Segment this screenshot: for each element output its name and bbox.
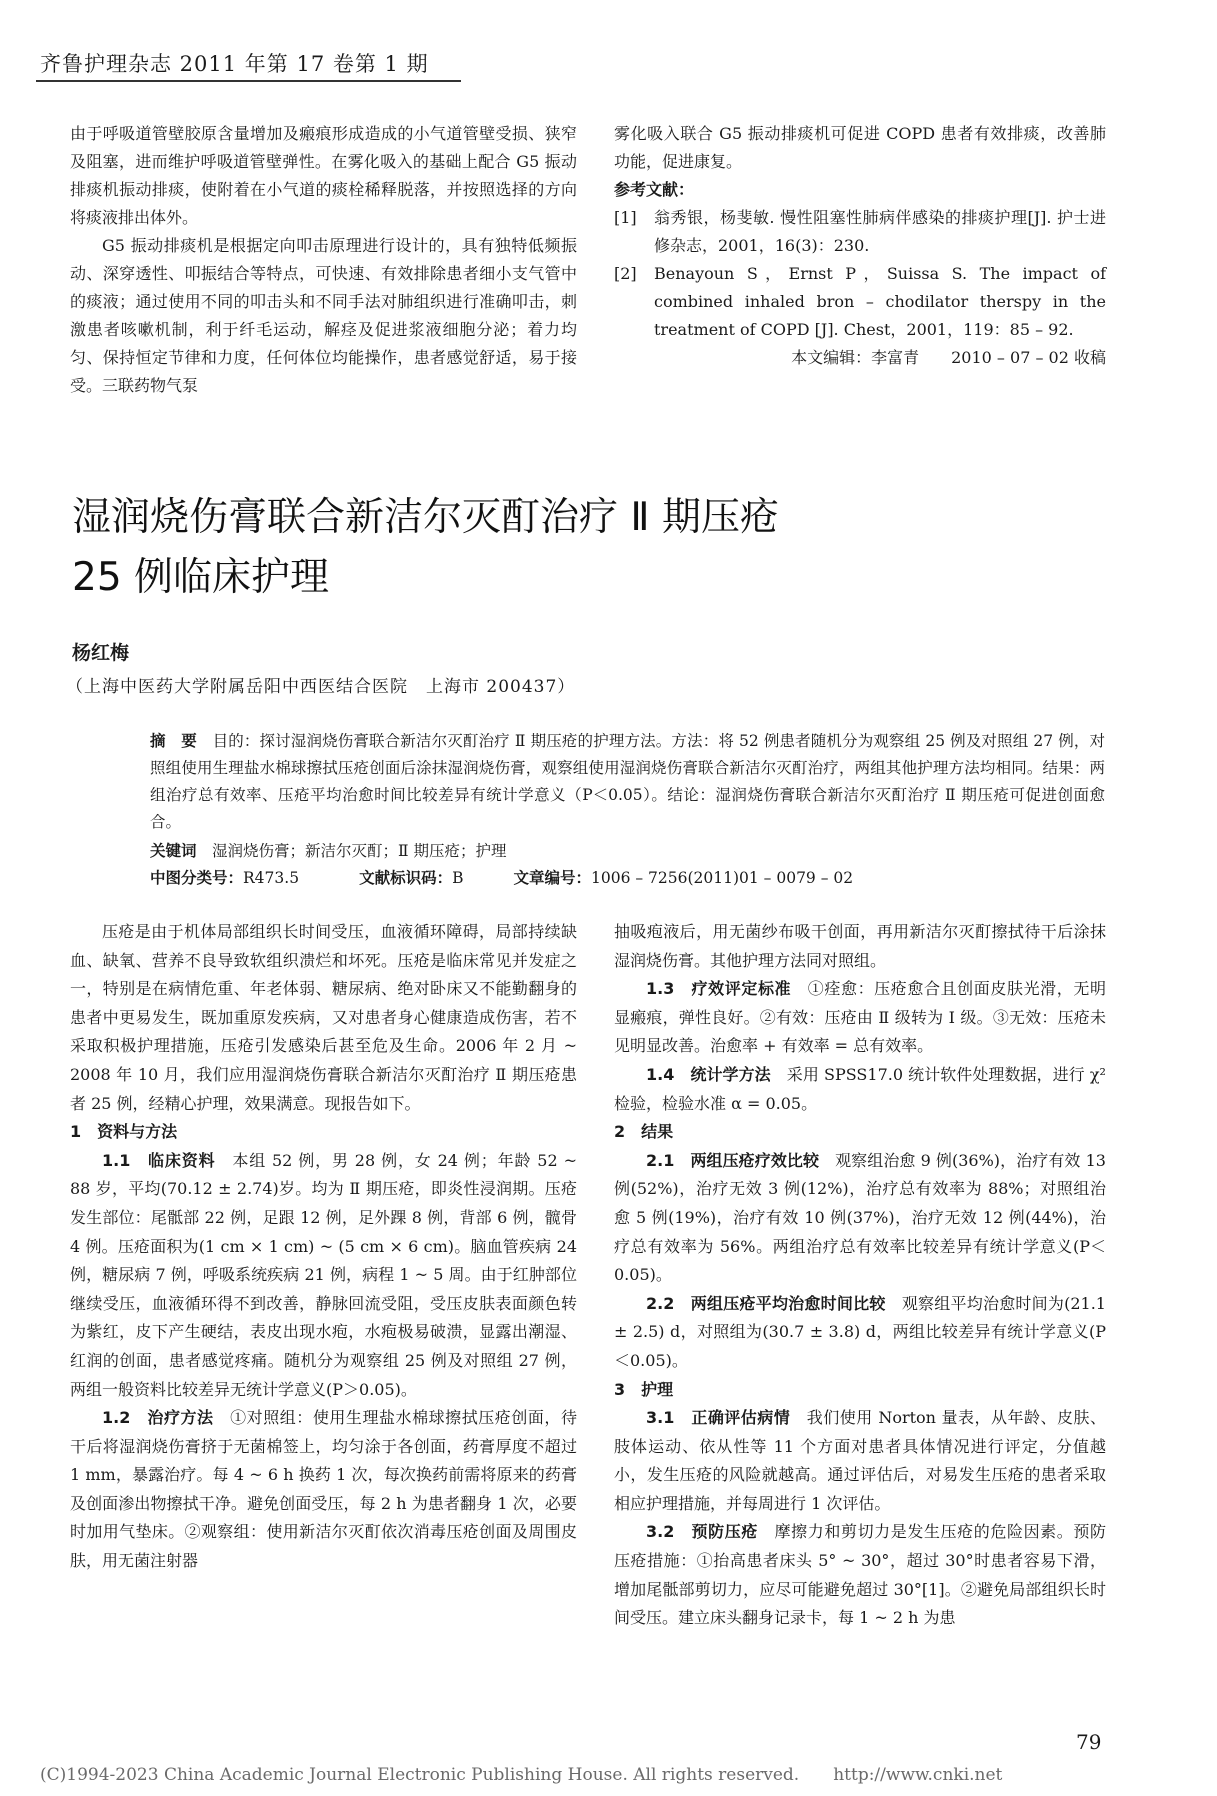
- subsection-2-1: [614, 1147, 1106, 1290]
- subsection-text: 采用 SPSS17.0 统计软件处理数据，进行 χ² 检验，检验水准 α = 0.05。: [614, 1064, 1106, 1113]
- subsection-3-2: [614, 1518, 1106, 1632]
- doc-code-value: B: [452, 869, 464, 887]
- prev-paragraph-1: 由于呼吸道管壁胶原含量增加及瘢痕形成造成的小气道管壁受损、狭窄及阻塞，进而维护呼吸道管壁弹性。在雾化吸入的基础上配合 G5 振动排痰机振动排痰，使附着在小气道的痰栓稀释脱落，并按照选择的方向将痰液排出体外。: [70, 124, 577, 227]
- article-number-value: 1006 – 7256(2011)01 – 0079 – 02: [590, 869, 854, 887]
- subsection-1-2: [70, 1404, 577, 1576]
- prev-paragraph-3: 雾化吸入联合 G5 振动排痰机可促进 COPD 患者有效排痰，改善肺功能，促进康复。: [614, 124, 1106, 171]
- abstract-text: 目的：探讨湿润烧伤膏联合新洁尔灭酊治疗 Ⅱ 期压疮的护理方法。方法：将 52 例患者随机分为观察组 25 例及对照组 27 例，对照组使用生理盐水棉球擦拭压疮创面后涂抹湿润烧伤膏，观察组使用湿润烧伤膏联合新洁尔灭酊治疗，两组其他护理方法均相同。结果：两组治疗总有效率、压疮平均治愈时间比较差异有统计学意义（P＜0.05）。结论：湿润烧伤膏联合新洁尔灭酊治疗 Ⅱ 期压疮可促进创面愈合。: [150, 732, 1105, 831]
- prev-article-right-column: [614, 120, 1106, 372]
- keywords: [150, 838, 1105, 865]
- keywords-label: 关键词: [150, 842, 197, 860]
- journal-header: 齐鲁护理杂志 2011 年第 17 卷第 1 期: [40, 52, 429, 76]
- abstract: [150, 728, 1105, 836]
- body-left-column: [70, 918, 577, 1576]
- subsection-title: 1.4 统计学方法: [646, 1064, 771, 1084]
- subsection-text: 我们使用 Norton 量表，从年龄、皮肤、肢体运动、依从性等 11 个方面对患者具体情况进行评定，分值越小，发生压疮的风险就越高。通过评估后，对易发生压疮的患者采取相应护理措施，并每周进行 1 次评估。: [614, 1408, 1106, 1513]
- intro-paragraph: 压疮是由于机体局部组织长时间受压，血液循环障碍，局部持续缺血、缺氧、营养不良导致软组织溃烂和坏死。压疮是临床常见并发症之一，特别是在病情危重、年老体弱、糖尿病、绝对卧床又不能勤翻身的患者中更易发生，既加重原发疾病，又对患者身心健康造成伤害，若不采取积极护理措施，压疮引发感染后甚至危及生命。2006 年 2 月 ~ 2008 年 10 月，我们应用湿润烧伤膏联合新洁尔灭酊治疗 Ⅱ 期压疮患者 25 例，经精心护理，效果满意。现报告如下。: [70, 922, 577, 1113]
- subsection-text: 观察组平均治愈时间为(21.1 ± 2.5) d，对照组为(30.7 ± 3.8) d，两组比较差异有统计学意义(P＜0.05)。: [614, 1293, 1106, 1370]
- reference-number: [2]: [614, 264, 637, 283]
- section-heading-1: 1 资料与方法: [70, 1122, 178, 1142]
- reference-item: [614, 260, 1106, 344]
- references-heading: 参考文献：: [614, 180, 695, 199]
- reference-item: [614, 204, 1106, 260]
- prev-paragraph-2: G5 振动排痰机是根据定向叩击原理进行设计的，具有独特低频振动、深穿透性、叩振结合等特点，可快速、有效排除患者细小支气管中的痰液；通过使用不同的叩击头和不同手法对肺组织进行准确叩击，刺激患者咳嗽机制，利于纤毛运动，解痉及促进浆液细胞分泌；着力均匀、保持恒定节律和力度，任何体位均能操作，患者感觉舒适，易于接受。三联药物气泵: [70, 236, 577, 395]
- section-heading-2: 2 结果: [614, 1122, 674, 1142]
- article-number-label: 文章编号：: [513, 869, 591, 887]
- subsection-title: 1.3 疗效评定标准: [646, 979, 792, 999]
- section-heading-3: 3 护理: [614, 1379, 674, 1399]
- article-title-line-1: 湿润烧伤膏联合新洁尔灭酊治疗 Ⅱ 期压疮: [72, 495, 779, 540]
- abstract-label: 摘 要: [150, 732, 197, 750]
- prev-article-left-column: [70, 120, 577, 400]
- author-name: 杨红梅: [72, 642, 130, 664]
- subsection-title: 3.2 预防压疮: [646, 1522, 758, 1542]
- clc-label: 中图分类号：: [150, 869, 244, 887]
- editor-note: 本文编辑：李富青 2010 – 07 – 02 收稿: [791, 348, 1106, 367]
- subsection-title: 3.1 正确评估病情: [646, 1408, 791, 1428]
- subsection-text: 本组 52 例，男 28 例，女 24 例；年龄 52 ~ 88 岁，平均(70.12 ± 2.74)岁。均为 Ⅱ 期压疮，即炎性浸润期。压疮发生部位：尾骶部 22 例，足跟 12 例，足外踝 8 例，背部 6 例，髋骨 4 例。压疮面积为(1 cm × 1 cm) ~ (5 cm × 6 cm)。脑血管疾病 24 例，糖尿病 7 例，呼吸系统疾病 21 例，病程 1 ~ 5 周。由于红肿部位继续受压，血液循环得不到改善，静脉回流受阻，受压皮肤表面颜色转为紫红，皮下产生硬结，表皮出现水疱，水疱极易破溃，显露出潮湿、红润的创面，患者感觉疼痛。随机分为观察组 25 例及对照组 27 例，两组一般资料比较差异无统计学意义(P＞0.05)。: [70, 1150, 577, 1399]
- reference-text: Benayoun S，Ernst P，Suissa S. The impact of combined inhaled bron – chodilator therspy in the treatment of COPD [J]. Chest，2001，119：85 – 92.: [654, 264, 1106, 339]
- subsection-title: 1.1 临床资料: [102, 1150, 216, 1170]
- article-title-line-2: 25 例临床护理: [72, 555, 330, 600]
- subsection-1-4: [614, 1061, 1106, 1118]
- keywords-text: 湿润烧伤膏；新洁尔灭酊；Ⅱ 期压疮；护理: [212, 842, 507, 860]
- reference-text: 翁秀银，杨斐敏. 慢性阻塞性肺病伴感染的排痰护理[J]. 护士进修杂志，2001，16(3)：230.: [654, 208, 1106, 255]
- subsection-text: 观察组治愈 9 例(36%)，治疗有效 13 例(52%)，治疗无效 3 例(12%)，治疗总有效率为 88%；对照组治愈 5 例(19%)，治疗有效 10 例(37%)，治疗无效 12 例(44%)，治疗总有效率为 56%。两组治疗总有效率比较差异有统计学意义(P＜0.05)。: [614, 1150, 1106, 1285]
- abstract-block: [150, 728, 1105, 892]
- subsection-title: 1.2 治疗方法: [102, 1408, 214, 1428]
- subsection-1-1: [70, 1147, 577, 1404]
- subsection-2-2: [614, 1290, 1106, 1376]
- header-rule: [36, 80, 461, 82]
- subsection-3-1: [614, 1404, 1106, 1518]
- classification-line: [150, 865, 1105, 892]
- subsection-text: 摩擦力和剪切力是发生压疮的危险因素。预防压疮措施：①抬高患者床头 5° ~ 30°，超过 30°时患者容易下滑，增加尾骶部剪切力，应尽可能避免超过 30°[1]。②避免局部组织长时间受压。建立床头翻身记录卡，每 1 ~ 2 h 为患: [614, 1522, 1106, 1628]
- author-affiliation: （上海中医药大学附属岳阳中西医结合医院 上海市 200437）: [66, 677, 576, 697]
- subsection-1-3: [614, 975, 1106, 1061]
- body-right-column: [614, 918, 1106, 1633]
- article-title: [72, 488, 1132, 608]
- subsection-title: 2.2 两组压疮平均治愈时间比较: [646, 1293, 886, 1313]
- reference-number: [1]: [614, 208, 637, 227]
- doc-code-label: 文献标识码：: [359, 869, 453, 887]
- page-number: 79: [1076, 1730, 1102, 1754]
- copyright-notice: (C)1994-2023 China Academic Journal Electronic Publishing House. All rights reserved. http://www.cnki.net: [40, 1765, 1003, 1785]
- subsection-text: ①对照组：使用生理盐水棉球擦拭压疮创面，待干后将湿润烧伤膏挤于无菌棉签上，均匀涂于各创面，药膏厚度不超过 1 mm，暴露治疗。每 4 ~ 6 h 换药 1 次，每次换药前需将原来的药膏及创面渗出物擦拭干净。避免创面受压，每 2 h 为患者翻身 1 次，必要时加用气垫床。②观察组：使用新洁尔灭酊依次消毒压疮创面及周围皮肤，用无菌注射器: [70, 1408, 577, 1571]
- continued-paragraph: 抽吸疱液后，用无菌纱布吸干创面，再用新洁尔灭酊擦拭待干后涂抹湿润烧伤膏。其他护理方法同对照组。: [614, 922, 1106, 970]
- clc-value: R473.5: [243, 869, 300, 887]
- subsection-title: 2.1 两组压疮疗效比较: [646, 1150, 820, 1170]
- subsection-text: ①痊愈：压疮愈合且创面皮肤光滑，无明显瘢痕，弹性良好。②有效：压疮由 Ⅱ 级转为 Ⅰ 级。③无效：压疮未见明显改善。治愈率 + 有效率 = 总有效率。: [614, 979, 1106, 1056]
